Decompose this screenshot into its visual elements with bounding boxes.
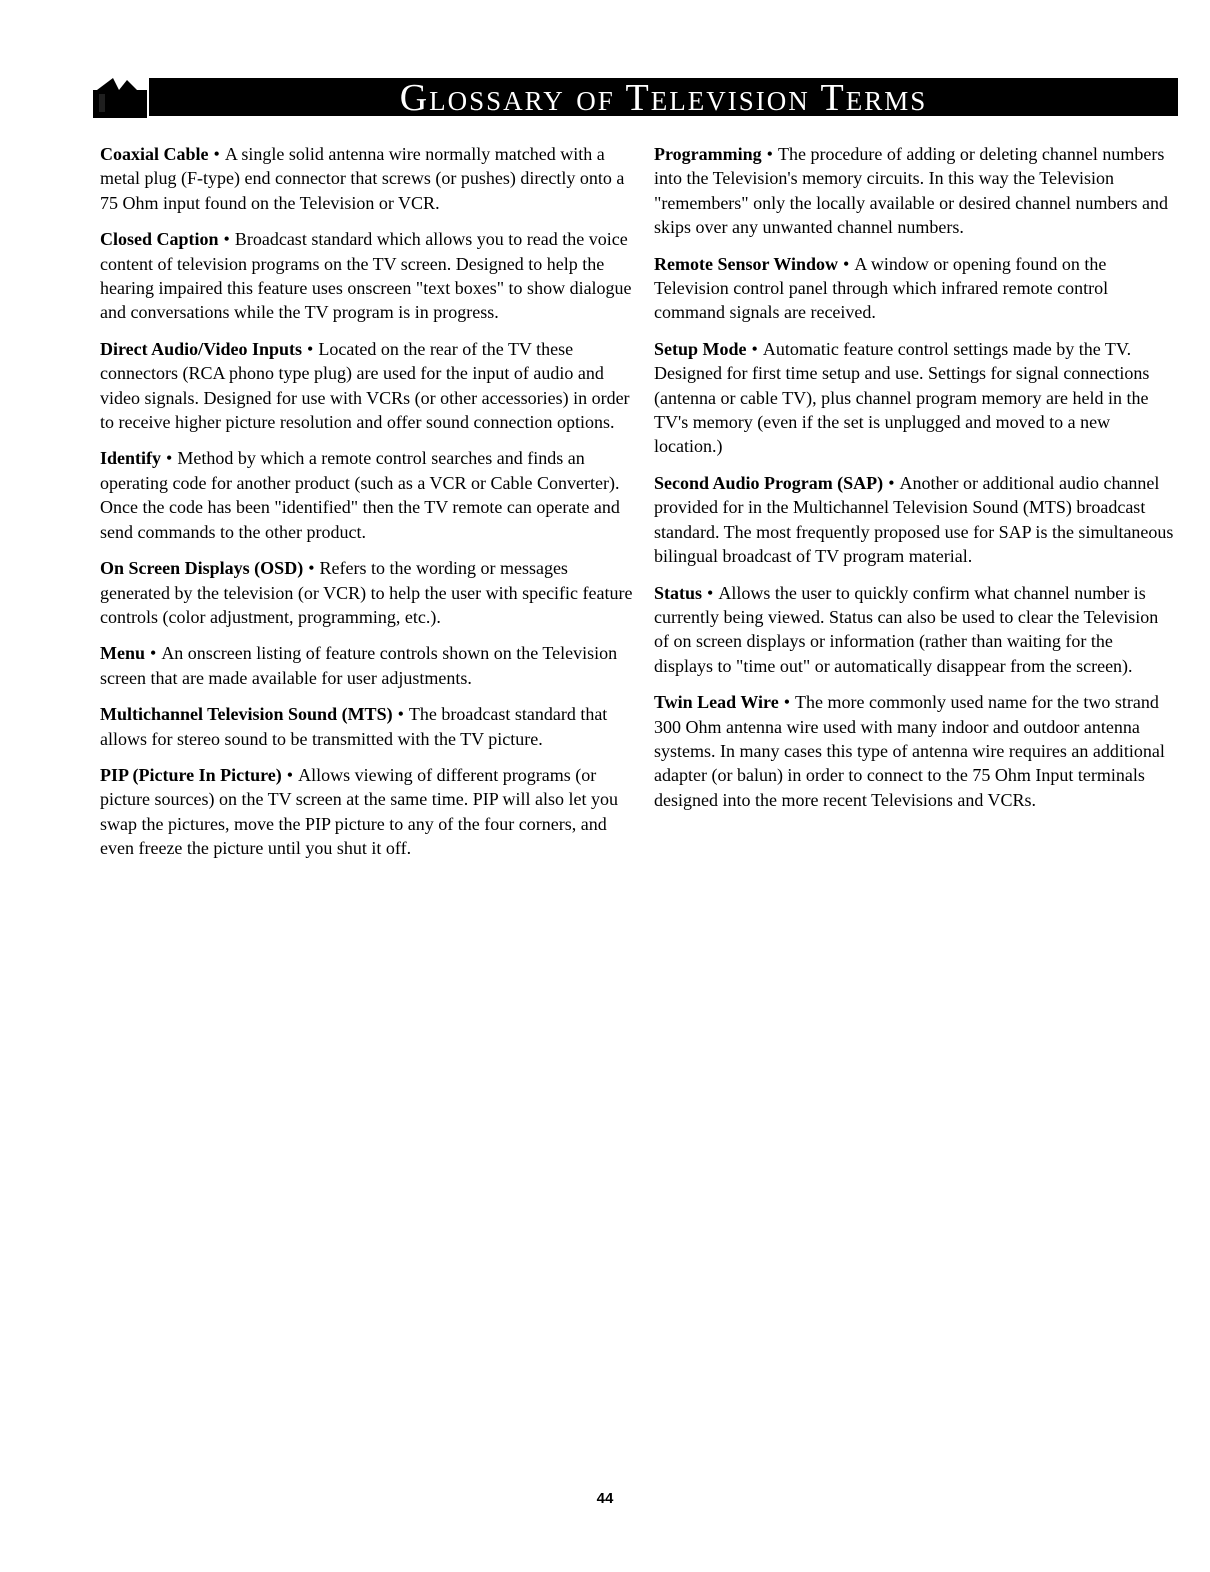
glossary-entry: [100, 227, 640, 325]
bullet-separator: •: [766, 144, 773, 164]
glossary-entry: [100, 142, 640, 215]
glossary-definition: The more commonly used name for the two strand 300 Ohm antenna wire used with many indoor and outdoor antenna systems. In many cases this type of antenna wire requires an additional adapter (or balun) in order to connect to the 75 Ohm Input terminals designed into the more recent Televisions and VCRs.: [654, 692, 1165, 810]
glossary-term: On Screen Displays (OSD): [100, 558, 304, 579]
title-bar: [149, 77, 1178, 119]
glossary-term: Twin Lead Wire: [654, 692, 779, 713]
glossary-definition: A single solid antenna wire normally matched with a metal plug (F-type) end connector that screws (or pushes) directly onto a 75 Ohm input found on the Television or VCR.: [100, 144, 625, 213]
left-column: [100, 142, 640, 873]
glossary-entry: [654, 337, 1174, 459]
television-icon: [93, 76, 147, 118]
bullet-separator: •: [213, 144, 220, 164]
glossary-definition: The broadcast standard that allows for stereo sound to be transmitted with the TV picture.: [100, 704, 608, 749]
bullet-separator: •: [166, 448, 173, 469]
page-header: [93, 70, 1178, 118]
glossary-term: Setup Mode: [654, 338, 747, 359]
glossary-definition: Another or additional audio channel provided for in the Multichannel Television Sound (MTS) broadcast standard. The most frequently proposed use for SAP is the simultaneous bilingual broadcast of TV program material.: [654, 472, 1174, 567]
bullet-separator: •: [843, 253, 850, 274]
glossary-term: Programming: [654, 144, 762, 164]
bullet-separator: •: [286, 764, 294, 785]
glossary-entry: [654, 142, 1174, 240]
glossary-term: Closed Caption: [100, 229, 219, 250]
glossary-entry: [100, 556, 640, 629]
glossary-entry: [100, 337, 640, 435]
glossary-definition: Automatic feature control settings made by the TV. Designed for first time setup and use. Settings for signal connections (antenna or cable TV), plus channel program memory are held in the TV's memory (even if the set is unplugged and moved to a new location.): [654, 338, 1150, 457]
page-number: 44: [596, 1490, 614, 1507]
glossary-term: Second Audio Program (SAP): [654, 472, 884, 493]
glossary-definition: Allows the user to quickly confirm what channel number is currently being viewed. Status can also be used to clear the Television of on screen displays or information (rather than waiting for the displays to "time out" or automatically disappear from the screen).: [654, 582, 1159, 676]
right-column: [654, 142, 1174, 824]
glossary-term: Multichannel Television Sound (MTS): [100, 704, 393, 725]
page-title: Glossary of Television Terms: [399, 77, 928, 119]
glossary-definition: Refers to the wording or messages generated by the television (or VCR) to help the user with specific feature controls (color adjustment, programming, etc.).: [100, 558, 633, 627]
glossary-entry: [654, 471, 1174, 569]
glossary-entry: [654, 690, 1174, 812]
bullet-separator: •: [150, 643, 157, 664]
bullet-separator: •: [783, 692, 791, 713]
glossary-definition: The procedure of adding or deleting channel numbers into the Television's memory circuits. In this way the Television "remembers" only the locally available or desired channel numbers and skips over any unwanted channel numbers.: [654, 144, 1169, 238]
glossary-definition: Allows viewing of different programs (or picture sources) on the TV screen at the same time. PIP will also let you swap the pictures, move the PIP picture to any of the four corners, and even freeze the picture until you shut it off.: [100, 764, 619, 859]
glossary-definition: An onscreen listing of feature controls shown on the Television screen that are made available for user adjustments.: [100, 643, 618, 688]
glossary-entry: [100, 702, 640, 751]
glossary-definition: Located on the rear of the TV these connectors (RCA phono type plug) are used for the input of audio and video signals. Designed for use with VCRs (or other accessories) in order to receive higher picture resolution and offer sound connection options.: [100, 338, 630, 433]
bullet-separator: •: [751, 338, 758, 359]
glossary-entry: [100, 446, 640, 544]
glossary-entry: [654, 581, 1174, 679]
glossary-entry: [100, 763, 640, 861]
glossary-term: Remote Sensor Window: [654, 253, 839, 274]
glossary-definition: Broadcast standard which allows you to read the voice content of television programs on the TV screen. Designed to help the hearing impaired this feature uses onscreen "text boxes" to show dialogue and conversations while the TV program is in progress.: [100, 229, 632, 323]
bullet-separator: •: [397, 704, 404, 725]
glossary-term: PIP (Picture In Picture): [100, 764, 282, 785]
glossary-term: Coaxial Cable: [100, 144, 209, 164]
glossary-definition: A window or opening found on the Television control panel through which infrared remote control command signals are received.: [654, 253, 1109, 323]
glossary-definition: Method by which a remote control searches and finds an operating code for another product (such as a VCR or Cable Converter). Once the code has been "identified" then the TV remote can operate and send commands to the other product.: [100, 448, 620, 542]
glossary-term: Identify: [100, 448, 162, 469]
bullet-separator: •: [307, 338, 314, 359]
bullet-separator: •: [888, 472, 895, 493]
bullet-separator: •: [707, 582, 714, 603]
bullet-separator: •: [223, 229, 230, 250]
glossary-entry: [654, 252, 1174, 325]
glossary-term: Menu: [100, 643, 145, 664]
bullet-separator: •: [308, 558, 315, 579]
glossary-term: Direct Audio/Video Inputs: [100, 338, 303, 359]
glossary-term: Status: [654, 582, 703, 603]
glossary-entry: [100, 641, 640, 690]
